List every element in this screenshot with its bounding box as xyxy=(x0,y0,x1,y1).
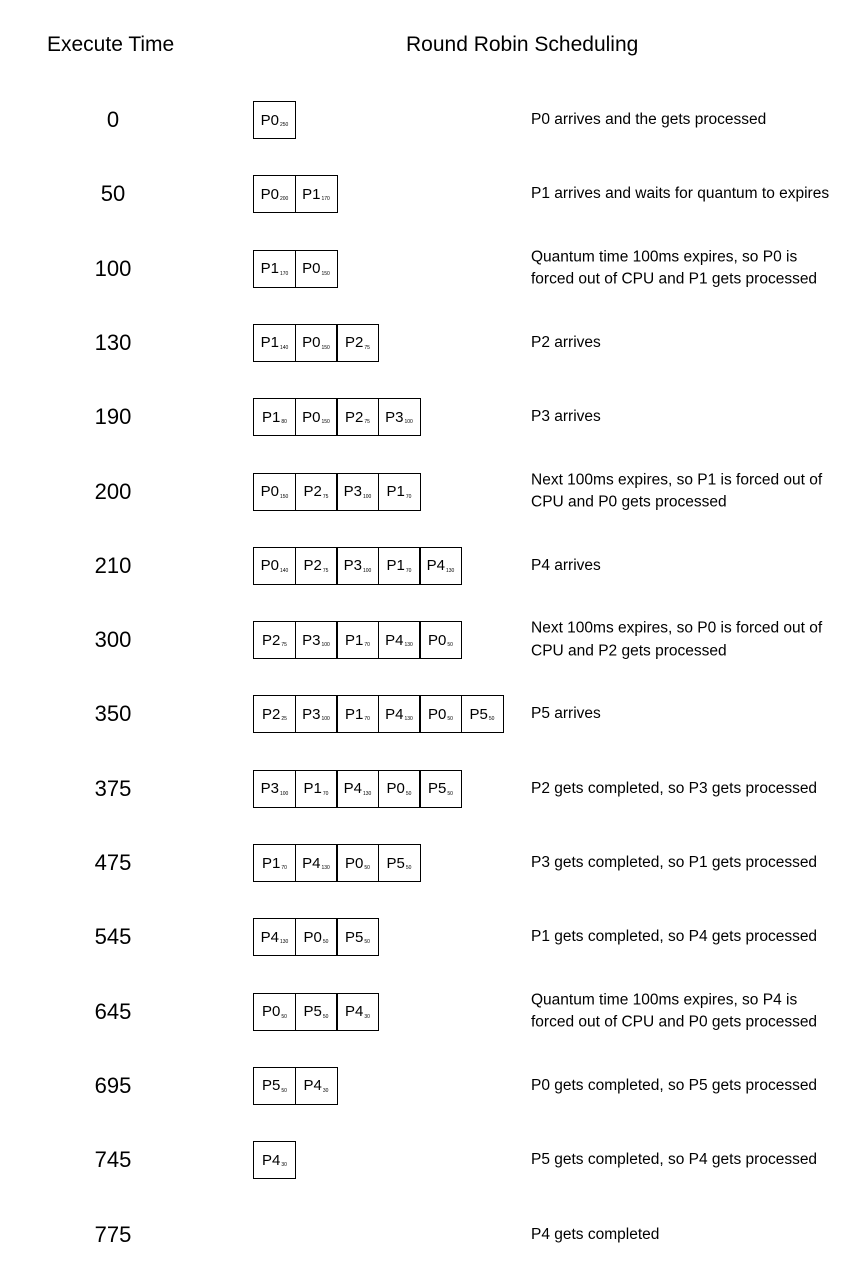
process-cell xyxy=(336,398,379,436)
event-note: Quantum time 100ms expires, so P4 is forced out of CPU and P0 gets processed xyxy=(531,991,818,1031)
process-cell xyxy=(295,770,338,808)
remaining-time: 70 xyxy=(405,493,412,500)
process-id: P1 xyxy=(345,631,364,649)
process-cell xyxy=(336,695,379,733)
process-cell xyxy=(336,621,379,659)
process-cell xyxy=(336,547,379,585)
remaining-time: 30 xyxy=(364,1013,370,1020)
process-id: P2 xyxy=(262,631,281,649)
remaining-time: 200 xyxy=(280,196,289,203)
process-id: P5 xyxy=(262,1077,281,1095)
process-id: P4 xyxy=(343,780,362,798)
process-id: P0 xyxy=(260,185,279,203)
process-cell xyxy=(253,250,296,288)
event-note: P3 arrives xyxy=(531,407,601,425)
process-id: P1 xyxy=(345,705,364,723)
ready-queue xyxy=(253,1141,295,1179)
process-id: P1 xyxy=(260,260,279,278)
event-note: P5 gets completed, so P4 gets processed xyxy=(531,1150,818,1168)
remaining-time: 75 xyxy=(364,344,370,351)
process-cell xyxy=(419,770,462,808)
process-cell xyxy=(295,175,338,213)
event-note: Next 100ms expires, so P0 is forced out of CPU and P2 gets processed xyxy=(531,619,823,660)
process-id: P0 xyxy=(260,557,279,575)
event-note: P3 gets completed, so P1 gets processed xyxy=(531,853,818,871)
remaining-time: 50 xyxy=(447,642,453,649)
process-cell xyxy=(336,770,379,808)
remaining-time: 70 xyxy=(281,865,287,871)
process-cell xyxy=(336,324,379,362)
process-cell xyxy=(295,250,338,288)
remaining-time: 50 xyxy=(405,865,412,871)
process-id: P5 xyxy=(469,705,488,723)
process-id: P0 xyxy=(302,334,321,352)
execute-time: 375 xyxy=(94,775,132,801)
execute-time: 0 xyxy=(106,107,120,132)
ready-queue xyxy=(253,175,336,213)
ready-queue xyxy=(253,918,378,956)
ready-queue xyxy=(253,547,461,585)
process-id: P5 xyxy=(345,928,364,946)
process-cell xyxy=(253,175,296,213)
process-id: P1 xyxy=(303,780,322,798)
process-id: P3 xyxy=(343,483,362,500)
process-cell xyxy=(253,844,296,882)
process-id: P0 xyxy=(386,780,405,798)
process-cell xyxy=(295,844,338,882)
process-cell xyxy=(253,993,296,1031)
remaining-time: 150 xyxy=(280,493,289,500)
remaining-time: 100 xyxy=(404,419,413,426)
diagram-title: Round Robin Scheduling xyxy=(406,33,639,56)
remaining-time: 130 xyxy=(321,865,330,871)
process-cell xyxy=(419,547,462,585)
execute-time: 350 xyxy=(94,701,132,727)
remaining-time: 50 xyxy=(322,1013,329,1020)
remaining-time: 75 xyxy=(322,493,329,500)
process-id: P0 xyxy=(428,631,447,649)
process-id: P1 xyxy=(386,557,405,575)
process-id: P3 xyxy=(385,408,404,426)
remaining-time: 30 xyxy=(281,1162,287,1169)
process-id: P0 xyxy=(345,854,364,872)
remaining-time: 50 xyxy=(405,790,412,797)
process-id: P1 xyxy=(262,408,281,426)
process-cell xyxy=(253,324,296,362)
remaining-time: 75 xyxy=(281,642,287,649)
remaining-time: 130 xyxy=(280,939,289,946)
process-id: P2 xyxy=(303,557,322,575)
process-id: P4 xyxy=(302,854,321,872)
process-cell xyxy=(378,695,421,733)
event-note: P4 gets completed xyxy=(531,1225,660,1243)
process-id: P0 xyxy=(262,1003,281,1021)
process-cell xyxy=(295,398,338,436)
ready-queue xyxy=(253,473,419,511)
process-id: P3 xyxy=(343,557,362,575)
process-cell xyxy=(295,473,338,511)
event-note: P0 arrives and the gets processed xyxy=(531,110,767,128)
process-id: P1 xyxy=(262,854,281,872)
process-cell xyxy=(378,547,421,585)
process-cell xyxy=(378,844,421,882)
process-cell xyxy=(295,621,338,659)
process-id: P4 xyxy=(385,705,404,723)
process-cell xyxy=(336,844,379,882)
remaining-time: 150 xyxy=(321,344,330,351)
event-note: P0 gets completed, so P5 gets processed xyxy=(531,1076,818,1094)
remaining-time: 170 xyxy=(280,270,289,277)
process-id: P0 xyxy=(260,483,279,500)
remaining-time: 150 xyxy=(321,270,330,277)
ready-queue xyxy=(253,770,461,808)
ready-queue xyxy=(253,621,461,659)
event-note: P5 arrives xyxy=(531,705,601,723)
process-cell xyxy=(253,101,296,139)
remaining-time: 170 xyxy=(321,196,330,203)
process-cell xyxy=(378,473,421,511)
process-cell xyxy=(378,621,421,659)
process-cell xyxy=(295,324,338,362)
process-id: P2 xyxy=(262,705,281,723)
remaining-time: 100 xyxy=(280,790,289,797)
process-id: P5 xyxy=(386,854,405,872)
ready-queue xyxy=(253,101,295,139)
remaining-time: 100 xyxy=(321,716,330,723)
remaining-time: 50 xyxy=(364,865,370,871)
event-note: P1 gets completed, so P4 gets processed xyxy=(531,928,818,946)
execute-time: 475 xyxy=(94,850,132,875)
remaining-time: 250 xyxy=(280,122,289,128)
process-cell xyxy=(295,547,338,585)
process-id: P4 xyxy=(260,928,279,946)
execute-time: 545 xyxy=(94,924,132,950)
remaining-time: 140 xyxy=(280,344,289,351)
execute-time: 100 xyxy=(94,255,132,281)
remaining-time: 50 xyxy=(447,716,453,723)
process-cell xyxy=(336,993,379,1031)
process-id: P0 xyxy=(302,408,321,426)
process-id: P5 xyxy=(303,1003,322,1021)
ready-queue xyxy=(253,1067,336,1105)
process-cell xyxy=(253,621,296,659)
process-cell xyxy=(336,918,379,956)
remaining-time: 130 xyxy=(404,642,413,649)
ready-queue xyxy=(253,695,502,733)
process-cell xyxy=(253,547,296,585)
process-id: P3 xyxy=(260,780,279,798)
remaining-time: 140 xyxy=(280,567,289,574)
event-note: P2 arrives xyxy=(531,333,601,351)
remaining-time: 25 xyxy=(281,716,287,723)
event-note: P4 arrives xyxy=(531,556,601,574)
remaining-time: 75 xyxy=(322,567,329,574)
remaining-time: 50 xyxy=(281,1087,287,1094)
process-id: P4 xyxy=(262,1151,281,1169)
process-id: P1 xyxy=(302,185,321,203)
execute-time: 210 xyxy=(94,552,132,578)
execute-time: 300 xyxy=(94,627,132,653)
process-id: P4 xyxy=(426,557,445,575)
event-note: P1 arrives and waits for quantum to expires xyxy=(531,185,830,203)
process-cell xyxy=(253,918,296,956)
remaining-time: 80 xyxy=(281,419,287,426)
execute-time: 745 xyxy=(94,1147,132,1173)
process-id: P3 xyxy=(302,631,321,649)
remaining-time: 70 xyxy=(364,642,370,649)
execute-time-header: Execute Time xyxy=(47,33,175,56)
process-id: P1 xyxy=(386,483,405,500)
execute-time: 695 xyxy=(94,1072,132,1098)
event-note: P2 gets completed, so P3 gets processed xyxy=(531,779,818,797)
process-cell xyxy=(253,695,296,733)
remaining-time: 50 xyxy=(364,939,370,946)
process-id: P0 xyxy=(260,111,279,129)
process-id: P0 xyxy=(428,705,447,723)
process-id: P4 xyxy=(385,631,404,649)
process-id: P4 xyxy=(345,1003,364,1021)
remaining-time: 75 xyxy=(364,419,370,426)
process-id: P2 xyxy=(345,408,364,426)
remaining-time: 50 xyxy=(281,1013,287,1020)
process-cell xyxy=(295,1067,338,1105)
process-cell xyxy=(295,695,338,733)
process-cell xyxy=(378,398,421,436)
execute-time: 130 xyxy=(94,329,132,355)
ready-queue xyxy=(253,250,336,288)
remaining-time: 70 xyxy=(322,790,329,797)
remaining-time: 100 xyxy=(363,567,372,574)
remaining-time: 100 xyxy=(321,642,330,649)
process-cell xyxy=(253,473,296,511)
process-id: P5 xyxy=(428,780,447,798)
ready-queue xyxy=(253,993,378,1031)
process-id: P1 xyxy=(260,334,279,352)
process-cell xyxy=(253,770,296,808)
remaining-time: 70 xyxy=(364,716,370,723)
remaining-time: 50 xyxy=(322,939,329,946)
process-id: P3 xyxy=(302,705,321,723)
execute-time: 200 xyxy=(94,478,132,504)
event-note: Quantum time 100ms expires, so P0 is forced out of CPU and P1 gets processed xyxy=(531,248,818,288)
process-cell xyxy=(295,918,338,956)
process-cell xyxy=(461,695,504,733)
remaining-time: 100 xyxy=(363,493,372,500)
remaining-time: 130 xyxy=(446,567,455,574)
process-cell xyxy=(419,695,462,733)
process-id: P0 xyxy=(303,928,322,946)
process-id: P2 xyxy=(345,334,364,352)
process-cell xyxy=(253,1141,296,1179)
ready-queue xyxy=(253,398,419,436)
process-id: P4 xyxy=(303,1077,322,1095)
process-cell xyxy=(253,1067,296,1105)
remaining-time: 130 xyxy=(363,790,372,797)
remaining-time: 30 xyxy=(322,1087,329,1094)
event-note: Next 100ms expires, so P1 is forced out of CPU and P0 gets processed xyxy=(531,471,823,511)
remaining-time: 130 xyxy=(404,716,413,723)
process-id: P0 xyxy=(302,260,321,278)
process-cell xyxy=(253,398,296,436)
process-cell xyxy=(419,621,462,659)
remaining-time: 70 xyxy=(405,567,412,574)
ready-queue xyxy=(253,324,378,362)
execute-time: 775 xyxy=(94,1221,132,1247)
process-cell xyxy=(378,770,421,808)
execute-time: 50 xyxy=(100,181,126,207)
remaining-time: 50 xyxy=(488,716,495,723)
remaining-time: 50 xyxy=(447,790,453,797)
execute-time: 645 xyxy=(94,998,132,1024)
execute-time: 190 xyxy=(94,404,132,430)
process-cell xyxy=(336,473,379,511)
ready-queue xyxy=(253,844,419,882)
remaining-time: 150 xyxy=(321,419,330,426)
process-id: P2 xyxy=(303,483,322,500)
process-cell xyxy=(295,993,338,1031)
